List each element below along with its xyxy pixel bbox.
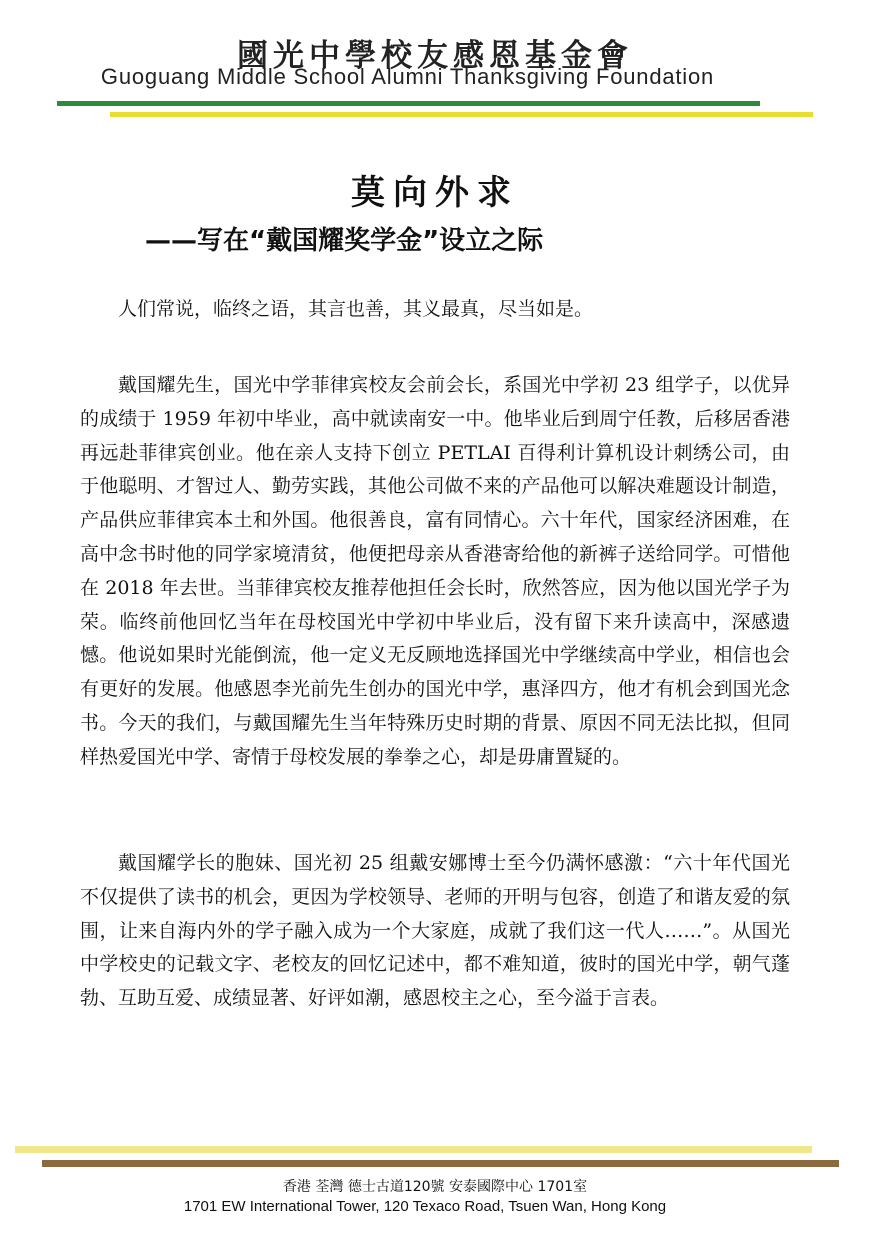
paragraph-1: 人们常说，临终之语，其言也善，其义最真，尽当如是。 bbox=[118, 298, 594, 320]
header-green-rule bbox=[57, 101, 760, 106]
footer-yellow-rule bbox=[15, 1146, 812, 1153]
header-yellow-rule bbox=[110, 112, 813, 117]
org-name-chinese: 國光中學校友感恩基金會 bbox=[237, 38, 633, 74]
article-subtitle: ——写在“戴国耀奖学金”设立之际 bbox=[145, 226, 544, 256]
address-chinese: 香港 荃灣 德士古道120號 安泰國際中心 1701室 bbox=[282, 1179, 588, 1195]
org-name-english: Guoguang Middle School Alumni Thanksgiving Foundation bbox=[100, 64, 715, 89]
article-title: 莫向外求 bbox=[351, 173, 519, 213]
paragraph-3: 戴国耀学长的胞妹、国光初 25 组戴安娜博士至今仍满怀感激：“六十年代国光不仅提供了读书的机会，更因为学校领导、老师的开明与包容，创造了和谐友爱的氛围，让来自海内外的学子融入成为一个大家庭，成就了我们这一代人……”。从国光中学校史的记载文字、老校友的回忆记述中，都不难知道，彼时的国光中学，朝气蓬勃、互助互爱、成绩显著、好评如潮，感恩校主之心，至今溢于言表。 bbox=[80, 852, 790, 1010]
footer-brown-rule bbox=[42, 1160, 839, 1167]
address-english: 1701 EW International Tower, 120 Texaco Road, Tsuen Wan, Hong Kong bbox=[183, 1198, 667, 1215]
paragraph-2: 戴国耀先生，国光中学菲律宾校友会前会长，系国光中学初 23 组学子，以优异的成绩于 1959 年初中毕业，高中就读南安一中。他毕业后到周宁任教，后移居香港再远赴菲律宾创业。他在亲人支持下创立 PETLAI 百得利计算机设计刺绣公司，由于他聪明、才智过人、勤劳实践，其他公司做不来的产品他可以解决难题设计制造，产品供应菲律宾本土和外国。他很善良，富有同情心。六十年代，国家经济困难，在高中念书时他的同学家境清贫，他便把母亲从香港寄给他的新裤子送给同学。可惜他在 2018 年去世。当菲律宾校友推荐他担任会长时，欣然答应，因为他以国光学子为荣。临终前他回忆当年在母校国光中学初中毕业后，没有留下来升读高中，深感遗憾。他说如果时光能倒流，他一定义无反顾地选择国光中学继续高中学业，相信也会有更好的发展。他感恩李光前先生创办的国光中学，惠泽四方，他才有机会到国光念书。今天的我们，与戴国耀先生当年特殊历史时期的背景、原因不同无法比拟，但同样热爱国光中学、寄情于母校发展的拳拳之心，却是毋庸置疑的。 bbox=[80, 374, 790, 768]
